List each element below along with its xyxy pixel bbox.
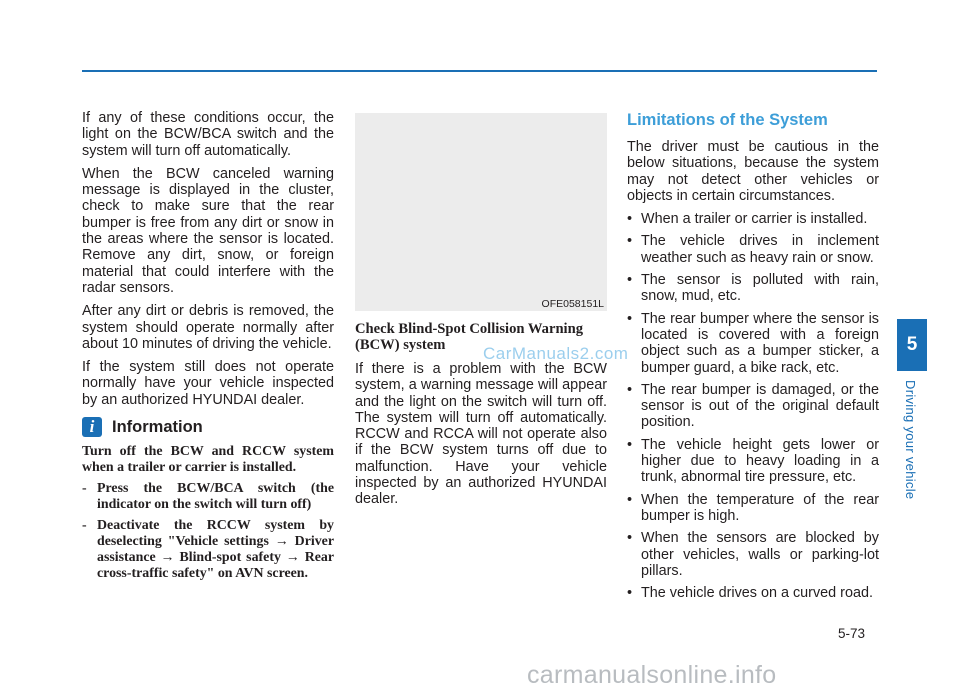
limitations-list <box>627 211 879 601</box>
list-item: • When the temperature of the rear bumper is high. <box>627 491 879 524</box>
header-rule <box>82 70 877 72</box>
column-left <box>82 110 334 587</box>
information-header <box>82 417 334 437</box>
column-right <box>627 110 879 607</box>
figure-image <box>355 113 607 311</box>
chapter-tab[interactable]: 5 <box>897 319 927 371</box>
information-item <box>82 481 334 513</box>
list-item: • The sensor is polluted with rain, snow, mud, etc. <box>627 272 879 305</box>
list-item-text: The vehicle drives in inclement weather such as heavy rain or snow. <box>641 233 879 266</box>
paragraph: If any of these conditions occur, the light on the BCW/BCA switch and the system will turn off automatically. <box>82 110 334 159</box>
list-item-text: The rear bumper where the sensor is located is covered with a foreign object such as a bumper sticker, a bumper guard, a bike rack, etc. <box>641 310 879 376</box>
paragraph: When the BCW canceled warning message is displayed in the cluster, check to make sure that the rear bumper is free from any dirt or snow in the areas where the sensor is located. Remove any dirt, snow, or foreign material that could interfere with the radar sensors. <box>82 165 334 296</box>
list-item: • When a trailer or carrier is installed. <box>627 211 879 227</box>
section-heading: Limitations of the System <box>627 111 828 129</box>
list-item: • The vehicle drives on a curved road. <box>627 585 879 601</box>
figure-code: OFE058151L <box>541 298 604 310</box>
column-middle <box>355 113 607 515</box>
list-item-text: The rear bumper is damaged, or the sensor is out of the original default position. <box>641 381 879 431</box>
dash-marker: - <box>82 481 87 497</box>
paragraph: After any dirt or debris is removed, the system should operate normally after about 10 minutes of driving the vehicle. <box>82 303 334 352</box>
list-item: • When the sensors are blocked by other vehicles, walls or parking-lot pillars. <box>627 530 879 579</box>
information-item <box>82 518 334 582</box>
information-item-text: Press the BCW/BCA switch (the indicator on the switch will turn off) <box>97 481 334 513</box>
information-lead: Turn off the BCW and RCCW system when a trailer or carrier is installed. <box>82 444 334 476</box>
paragraph: If the system still does not operate normally have your vehicle inspected by an authorized HYUNDAI dealer. <box>82 359 334 408</box>
watermark-overlay: CarManuals2.com <box>483 344 629 363</box>
list-item-text: When the temperature of the rear bumper is high. <box>641 491 879 524</box>
chapter-label: Driving your vehicle <box>903 380 918 500</box>
information-item-text: Deactivate the RCCW system by deselecting "Vehicle settings → Driver assistance → Blind-spot safety → Rear cross-traffic safety" on AVN screen. <box>97 518 334 582</box>
list-item: • The vehicle drives in inclement weather such as heavy rain or snow. <box>627 233 879 266</box>
list-item-text: The vehicle drives on a curved road. <box>641 585 873 602</box>
paragraph: If there is a problem with the BCW system, a warning message will appear and the light on the switch will turn off. The system will turn off automatically. RCCW and RCCA will not operate also if the BCW system turns off due to malfunction. Have your vehicle inspected by an authorized HYUNDAI dealer. <box>355 361 607 508</box>
list-item-text: When a trailer or carrier is installed. <box>641 211 868 228</box>
paragraph: The driver must be cautious in the below situations, because the system may not detect other vehicles or objects in certain circumstances. <box>627 139 879 204</box>
info-icon: i <box>82 417 102 437</box>
watermark-footer[interactable]: carmanualsonline.info <box>527 661 777 689</box>
list-item: • The rear bumper is damaged, or the sensor is out of the original default position. <box>627 381 879 431</box>
list-item: • The rear bumper where the sensor is located is covered with a foreign object such as a bumper sticker, a bumper guard, a bike rack, etc. <box>627 310 879 376</box>
dash-marker: - <box>82 518 87 534</box>
information-title: Information <box>112 417 203 436</box>
section-title: Check Blind-Spot Collision Warning (BCW) system <box>355 321 584 353</box>
page-number: 5-73 <box>838 626 866 641</box>
list-item-text: The vehicle height gets lower or higher due to heavy loading in a trunk, abnormal tire pressure, etc. <box>641 436 879 486</box>
list-item-text: When the sensors are blocked by other vehicles, walls or parking-lot pillars. <box>641 530 879 579</box>
list-item-text: The sensor is polluted with rain, snow, mud, etc. <box>641 272 879 305</box>
list-item: • The vehicle height gets lower or higher due to heavy loading in a trunk, abnormal tire pressure, etc. <box>627 436 879 486</box>
